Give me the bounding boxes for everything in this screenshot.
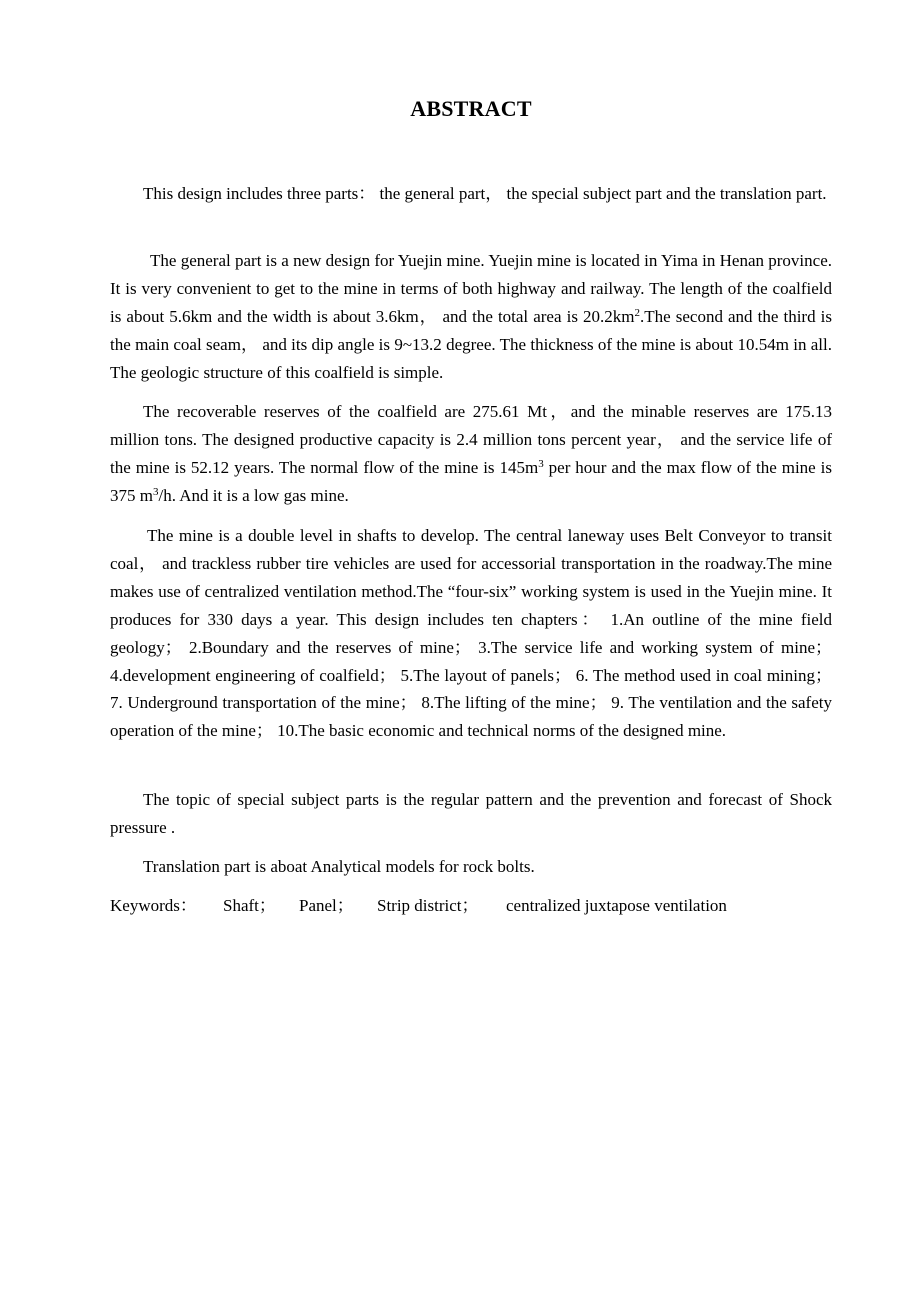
paragraph-development: The mine is a double level in shafts to develop. The central laneway uses Belt Conveyor to transit coal， and trackless rubber tire vehicles are used for accessorial transportation in the roadway.The mine makes use of centralized ventilation method.The “four-six” working system is used in the Yuejin mine. It produces for 330 days a year. This design includes ten chapters： 1.An outline of the mine field geology； 2.Boundary and the reserves of mine； 3.The service life and working system of mine； 4.development engineering of coalfield； 5.The layout of panels； 6. The method used in coal mining； 7. Underground transportation of the mine； 8.The lifting of the mine； 9. The ventilation and the safety operation of the mine； 10.The basic economic and technical norms of the designed mine. — [110, 526, 832, 741]
paragraph-special-subject: The topic of special subject parts is the regular pattern and the prevention and forecast of Shock pressure . — [110, 790, 832, 837]
keywords-line — [110, 892, 832, 920]
abstract-title: ABSTRACT — [410, 96, 532, 121]
paragraph-reserves-text-b: per hour and the max flow of the mine is 375 m — [110, 457, 832, 505]
paragraph-general-part — [110, 247, 832, 387]
keywords-label: Keywords： — [110, 896, 197, 915]
paragraph-reserves-text-a: The recoverable reserves of the coalfield are 275.61 Mt，and the minable reserves are 175.13 million tons. The designed productive capacity is 2.4 million tons percent year， and the service life of the mine is 52.12 years. The normal flow of the mine is 145m — [110, 402, 832, 477]
keyword: centralized juxtapose ventilation — [506, 896, 727, 915]
superscript: 3 — [152, 485, 159, 498]
superscript: 3 — [538, 457, 544, 470]
keyword: Panel； — [299, 896, 354, 915]
paragraph-general-part-text-b: .The second and the third is the main coal seam， and its dip angle is 9~13.2 degree. The thickness of the mine is about 10.54m in all. The geologic structure of this coalfield is simple. — [110, 306, 832, 382]
keyword: Shaft； — [223, 896, 276, 915]
paragraph-translation: Translation part is aboat Analytical models for rock bolts. — [143, 857, 535, 876]
paragraph-intro: This design includes three parts： the general part， the special subject part and the translation part. — [143, 184, 827, 203]
superscript: 2 — [634, 306, 640, 319]
paragraph-general-part-text-a: The general part is a new design for Yuejin mine. Yuejin mine is located in Yima in Henan province. It is very convenient to get to the mine in terms of both highway and railway. The length of the coalfield is about 5.6km and the width is about 3.6km， and the total area is 20.2km — [110, 251, 832, 326]
keyword: Strip district； — [377, 896, 479, 915]
paragraph-reserves — [110, 398, 832, 510]
paragraph-reserves-text-c: /h. And it is a low gas mine. — [158, 485, 349, 505]
